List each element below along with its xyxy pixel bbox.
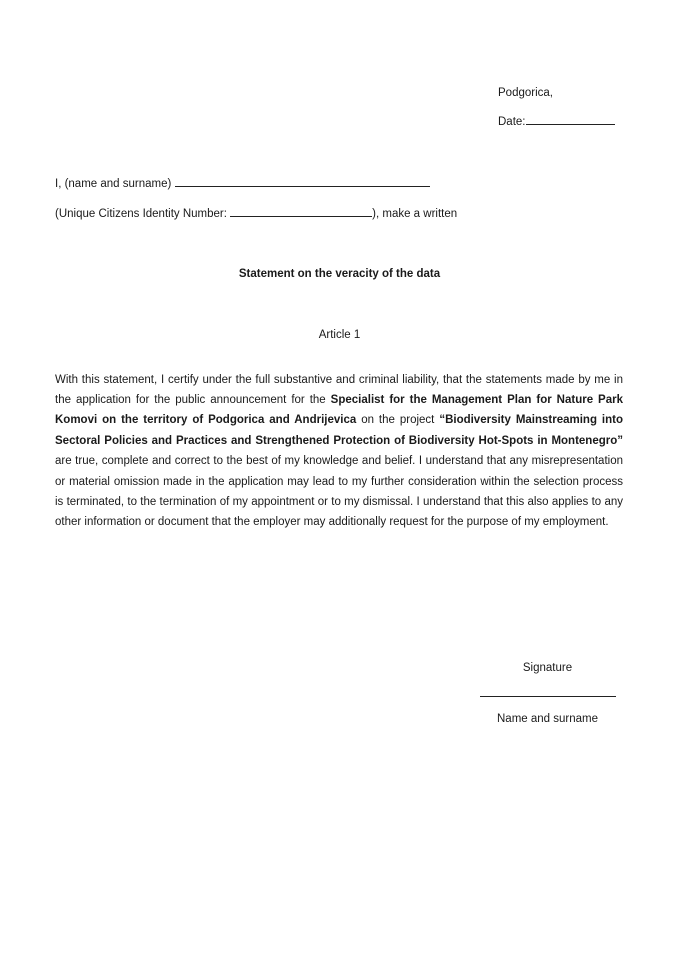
city-label: Podgorica, [498,87,553,99]
identity-number-suffix: ), make a written [372,207,458,220]
date-label: Date: [498,115,526,128]
identity-number-label: (Unique Citizens Identity Number: [55,207,227,220]
body-text-part-3: are true, complete and correct to the best of my knowledge and belief. I understand that any misrepresentation or material omission made in the application may lead to my further consideration within the selection process is terminated, to the termination of my appointment or to my dismissal. I understand that this also applies to any other information or document that the employer may additionally request for the purpose of my employment. [55,455,623,529]
body-project-name: “Biodiversity Mainstreaming into Sectoral Policies and Practices and Strengthened Protection of Biodiversity Hot-Spots in Montenegro” [55,414,623,447]
body-text-part-2: on the project [356,414,440,427]
page-title: Statement on the veracity of the data [238,268,441,280]
signature-input-rule[interactable] [480,696,616,697]
document-header [498,88,628,128]
body-text-part-1: With this statement, I certify under the full substantive and criminal liability, that the statements made by me in the application for the public announcement for the [55,373,623,406]
name-label: I, (name and surname) [55,178,172,190]
article-heading: Article 1 [318,329,361,341]
intro-fields [55,179,625,220]
signature-name-caption: Name and surname [497,712,598,725]
statement-body [55,370,623,533]
date-line [498,117,628,129]
signature-label: Signature [522,662,573,674]
identity-number-line [55,209,625,221]
identity-number-input-rule[interactable] [230,216,372,217]
name-line [55,179,625,191]
body-position-title: Specialist for the Management Plan for Nature Park Komovi on the territory of Podgorica and Andrijevica [55,393,623,427]
date-input-rule[interactable] [526,124,615,125]
name-input-rule[interactable] [175,186,430,187]
signature-block [470,663,625,725]
